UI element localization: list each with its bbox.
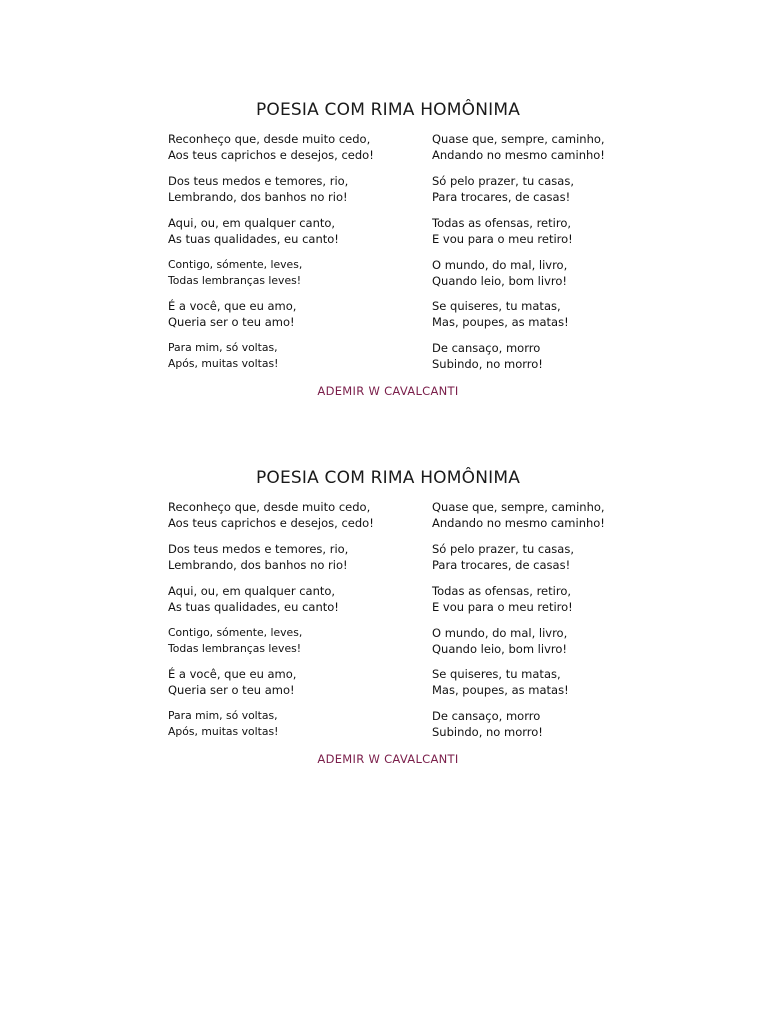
verse-line: Para mim, só voltas, [168, 709, 278, 722]
verse-line: Todas lembranças leves! [168, 642, 302, 655]
poem-block [110, 454, 658, 776]
stanza [432, 708, 543, 740]
stanza [168, 499, 374, 531]
verse-line: Quando leio, bom livro! [432, 274, 567, 288]
stanza [432, 131, 605, 163]
poem-title: POESIA COM RIMA HOMÔNIMA [255, 100, 521, 120]
verse-line: Reconheço que, desde muito cedo, [168, 132, 371, 146]
verse-line: Andando no mesmo caminho! [432, 516, 605, 530]
verse-line: Para trocares, de casas! [432, 558, 571, 572]
poem-block [110, 86, 658, 408]
verse-line: Queria ser o teu amo! [168, 315, 295, 329]
verse-line: De cansaço, morro [432, 709, 541, 723]
verse-line: Quase que, sempre, caminho, [432, 500, 605, 514]
stanza [168, 541, 348, 573]
verse-line: Dos teus medos e temores, rio, [168, 542, 349, 556]
verse-line: Após, muitas voltas! [168, 357, 279, 370]
stanza [168, 131, 374, 163]
stanza [432, 298, 569, 330]
verse-line: Só pelo prazer, tu casas, [432, 542, 574, 556]
stanza [168, 583, 339, 615]
verse-line: Andando no mesmo caminho! [432, 148, 605, 162]
author-signature: ADEMIR W CAVALCANTI [317, 752, 459, 766]
verse-line: Lembrando, dos banhos no rio! [168, 190, 348, 204]
verse-line: Reconheço que, desde muito cedo, [168, 500, 371, 514]
author-signature: ADEMIR W CAVALCANTI [317, 384, 459, 398]
verse-line: O mundo, do mal, livro, [432, 626, 568, 640]
verse-line: Mas, poupes, as matas! [432, 315, 569, 329]
verse-line: Subindo, no morro! [432, 725, 543, 739]
stanza [168, 173, 348, 205]
verse-line: E vou para o meu retiro! [432, 600, 573, 614]
verse-line: Lembrando, dos banhos no rio! [168, 558, 348, 572]
stanza [168, 257, 302, 289]
verse-line: Para mim, só voltas, [168, 341, 278, 354]
verse-line: Todas lembranças leves! [168, 274, 302, 287]
verse-line: Aos teus caprichos e desejos, cedo! [168, 148, 374, 162]
verse-line: Aqui, ou, em qualquer canto, [168, 216, 336, 230]
stanza [432, 215, 573, 247]
verse-line: É a você, que eu amo, [168, 299, 297, 313]
verse-line: Queria ser o teu amo! [168, 683, 295, 697]
verse-line: Aqui, ou, em qualquer canto, [168, 584, 336, 598]
stanza [432, 625, 567, 657]
stanza [168, 625, 302, 657]
verse-line: As tuas qualidades, eu canto! [168, 232, 339, 246]
verse-line: Contigo, sómente, leves, [168, 626, 303, 639]
verse-line: Dos teus medos e temores, rio, [168, 174, 349, 188]
stanza [432, 340, 543, 372]
verse-line: O mundo, do mal, livro, [432, 258, 568, 272]
verse-line: Todas as ofensas, retiro, [432, 216, 572, 230]
verse-line: Todas as ofensas, retiro, [432, 584, 572, 598]
verse-line: As tuas qualidades, eu canto! [168, 600, 339, 614]
stanza [168, 340, 278, 372]
poem-title: POESIA COM RIMA HOMÔNIMA [255, 468, 521, 488]
verse-line: Quase que, sempre, caminho, [432, 132, 605, 146]
verse-line: É a você, que eu amo, [168, 667, 297, 681]
verse-line: Subindo, no morro! [432, 357, 543, 371]
stanza [168, 215, 339, 247]
verse-line: Quando leio, bom livro! [432, 642, 567, 656]
verse-line: E vou para o meu retiro! [432, 232, 573, 246]
verse-line: Se quiseres, tu matas, [432, 299, 561, 313]
stanza [168, 298, 296, 330]
stanza [432, 173, 574, 205]
verse-line: Aos teus caprichos e desejos, cedo! [168, 516, 374, 530]
verse-line: De cansaço, morro [432, 341, 541, 355]
stanza [432, 666, 569, 698]
stanza [168, 708, 278, 740]
stanza [168, 666, 296, 698]
stanza [432, 583, 573, 615]
stanza [432, 499, 605, 531]
stanza [432, 257, 567, 289]
stanza [432, 541, 574, 573]
verse-line: Se quiseres, tu matas, [432, 667, 561, 681]
verse-line: Após, muitas voltas! [168, 725, 279, 738]
verse-line: Para trocares, de casas! [432, 190, 571, 204]
verse-line: Mas, poupes, as matas! [432, 683, 569, 697]
verse-line: Só pelo prazer, tu casas, [432, 174, 574, 188]
verse-line: Contigo, sómente, leves, [168, 258, 303, 271]
